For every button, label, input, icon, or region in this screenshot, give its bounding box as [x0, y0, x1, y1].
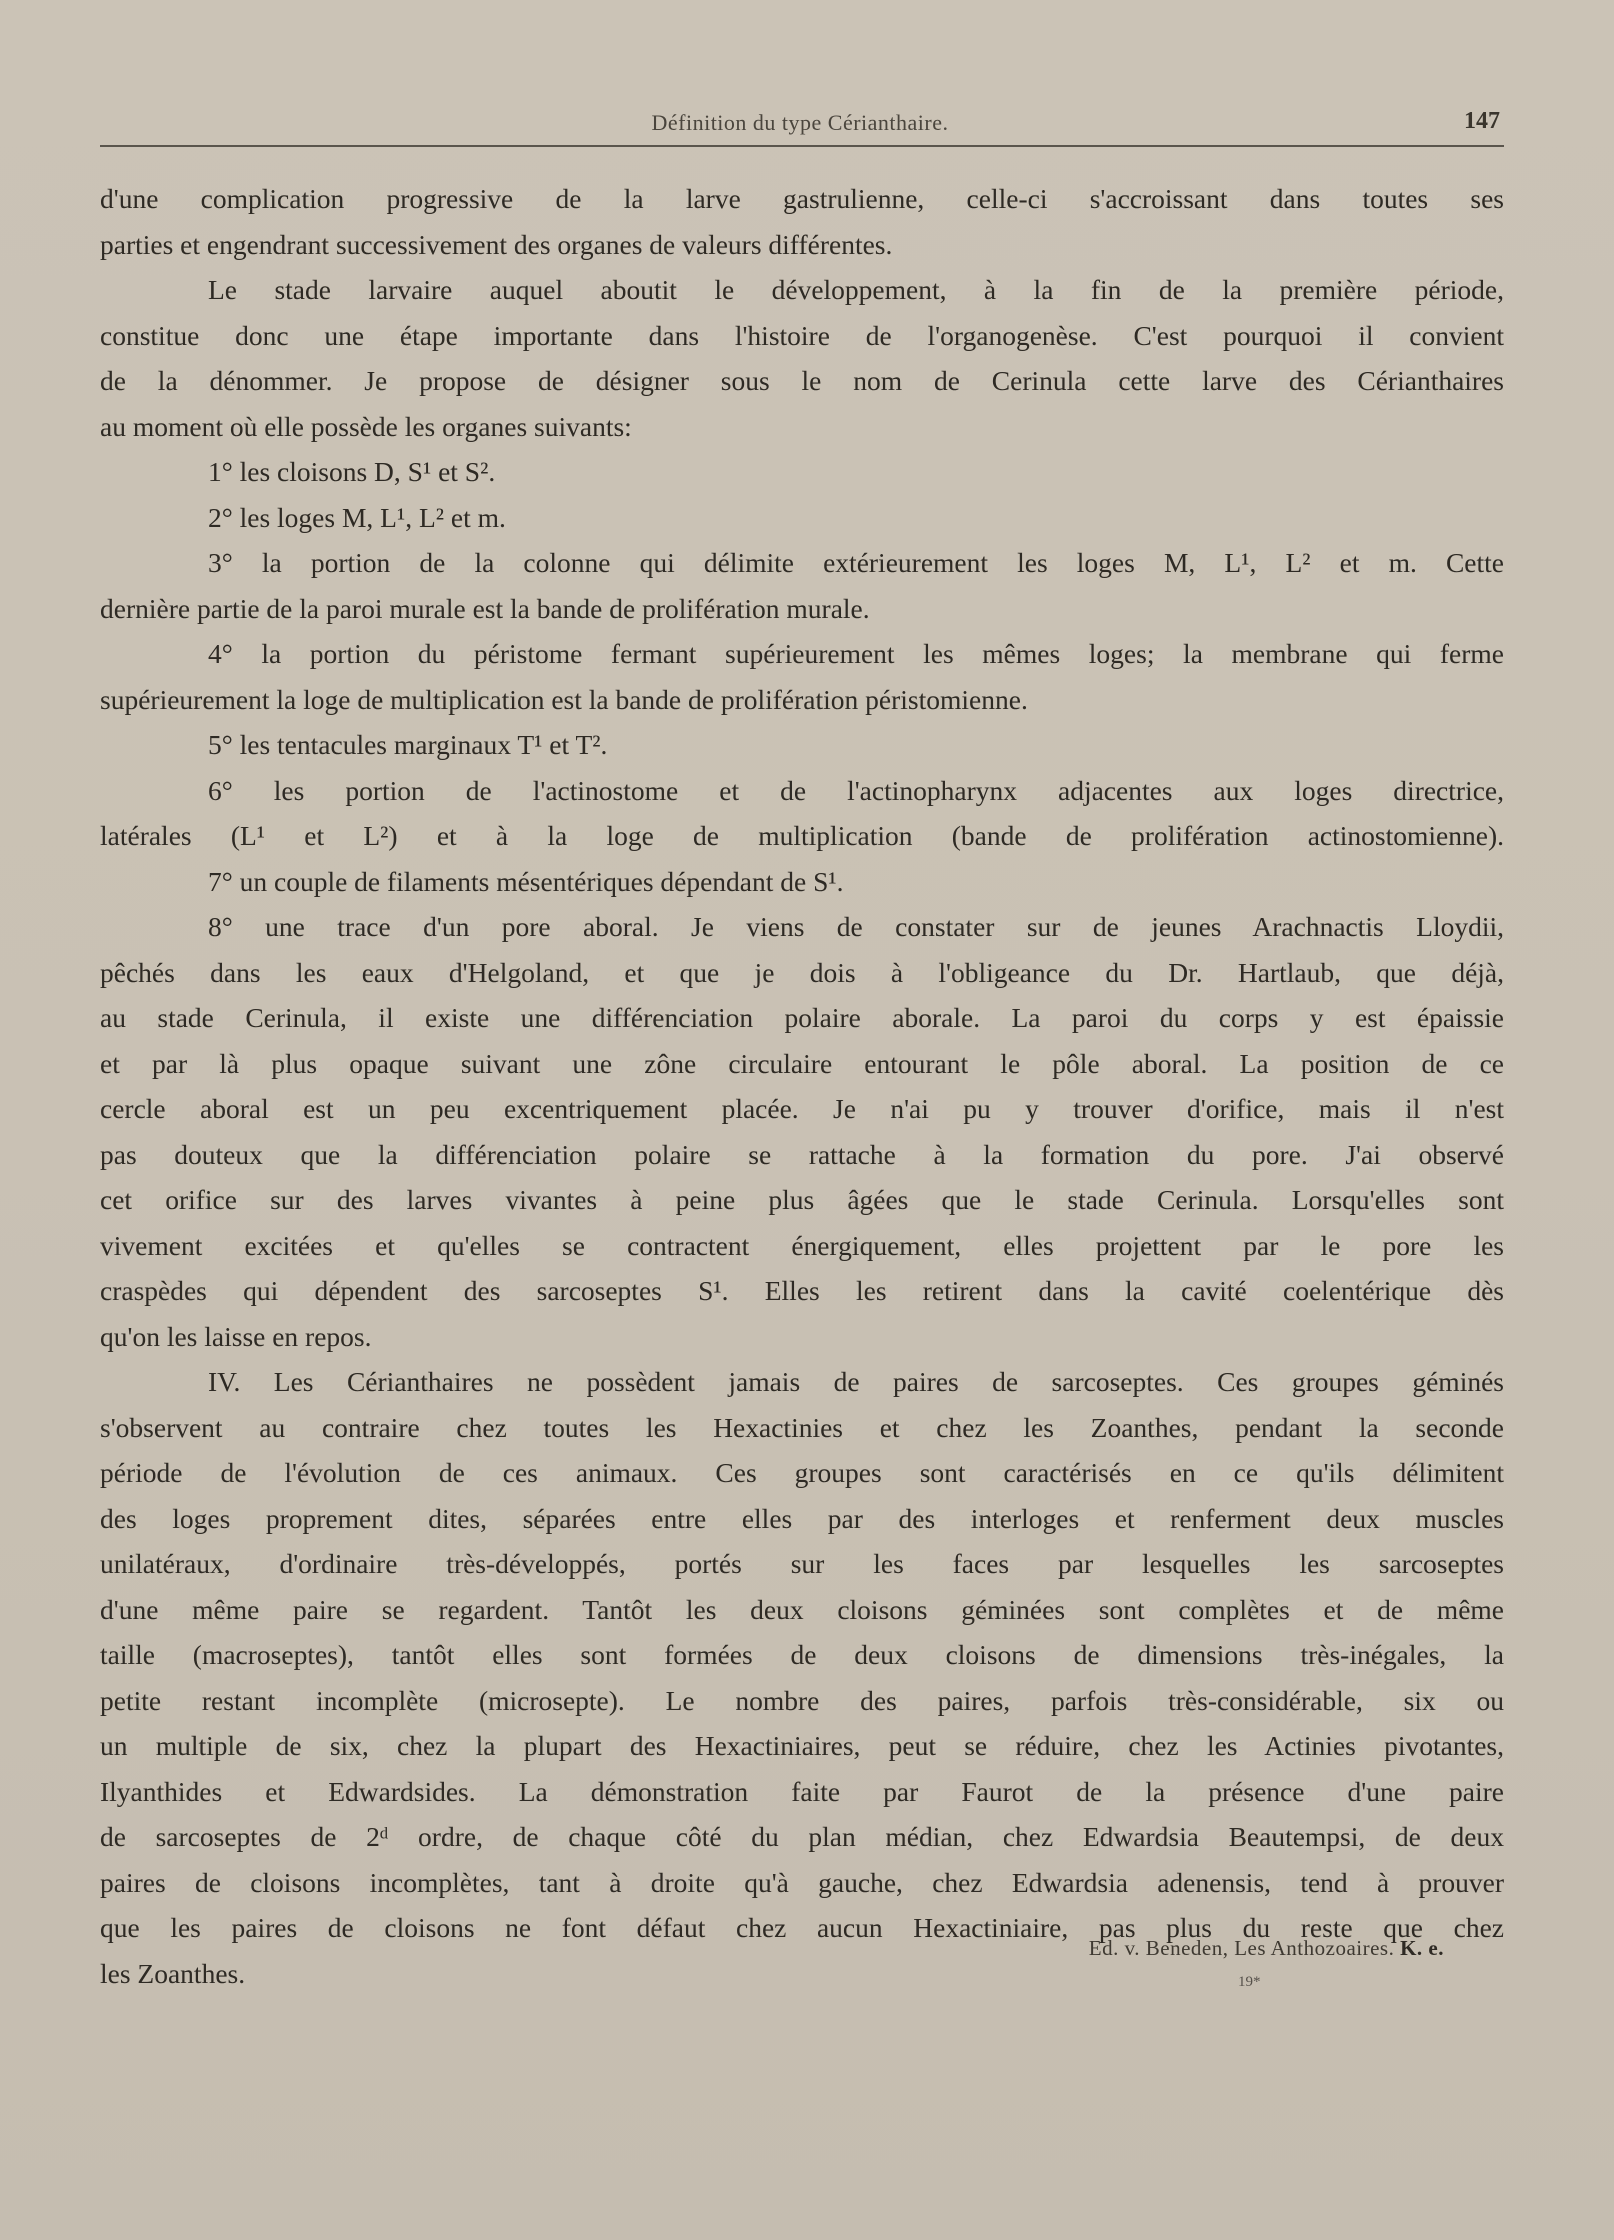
text-line: et par là plus opaque suivant une zône circulaire entourant le pôle aboral. La position de ce	[100, 1047, 1504, 1079]
text-line: qu'on les laisse en repos.	[100, 1320, 372, 1352]
text-line: des loges proprement dites, séparées entre elles par des interloges et renferment deux muscles	[100, 1502, 1504, 1534]
text-line: petite restant incomplète (microsepte). Le nombre des paires, parfois très-considérable, six ou	[100, 1684, 1504, 1716]
text-line: vivement excitées et qu'elles se contractent énergiquement, elles projettent par le pore les	[100, 1229, 1504, 1261]
text-line: cercle aboral est un peu excentriquement placée. Je n'ai pu y trouver d'orifice, mais il n'est	[100, 1093, 1504, 1124]
text-line: dernière partie de la paroi murale est la bande de prolifération murale.	[100, 592, 870, 624]
running-head	[100, 108, 1500, 142]
text-line: de la dénommer. Je propose de désigner sous le nom de Cerinula cette larve des Cérianthaires	[100, 365, 1504, 396]
text-line: période de l'évolution de ces animaux. Ces groupes sont caractérisés en ce qu'ils délimitent	[100, 1457, 1504, 1488]
printer-signature	[1089, 1936, 1444, 1961]
page-number: 147	[1464, 108, 1500, 134]
sheet-mark: 19*	[1238, 1974, 1261, 1990]
text-line: craspèdes qui dépendent des sarcoseptes S¹. Elles les retirent dans la cavité coelentérique dès	[100, 1275, 1504, 1306]
text-line: un multiple de six, chez la plupart des Hexactiniaires, peut se réduire, chez les Actinies pivotantes,	[100, 1730, 1504, 1761]
text-line: 5° les tentacules marginaux T¹ et T².	[208, 729, 608, 760]
text-line: parties et engendrant successivement des organes de valeurs différentes.	[100, 228, 893, 260]
text-line: taille (macroseptes), tantôt elles sont formées de deux cloisons de dimensions très-inégales, la	[100, 1639, 1504, 1670]
text-line: 4° la portion du péristome fermant supérieurement les mêmes loges; la membrane qui ferme	[208, 638, 1504, 669]
signature-text: Ed. v. Beneden, Les Anthozoaires.	[1088, 1936, 1395, 1960]
signature-mark: K. e.	[1400, 1936, 1444, 1960]
text-line: au moment où elle possède les organes suivants:	[100, 410, 632, 442]
text-line: cet orifice sur des larves vivantes à peine plus âgées que le stade Cerinula. Lorsqu'elles sont	[100, 1184, 1504, 1215]
text-line: 7° un couple de filaments mésentériques dépendant de S¹.	[208, 865, 844, 897]
text-line: unilatéraux, d'ordinaire très-développés, portés sur les faces par lesquelles les sarcoseptes	[100, 1548, 1504, 1579]
text-line: 1° les cloisons D, S¹ et S².	[208, 456, 496, 487]
text-line: d'une même paire se regardent. Tantôt les deux cloisons géminées sont complètes et de même	[100, 1593, 1504, 1625]
body-text	[100, 176, 1504, 1996]
text-line: Ilyanthides et Edwardsides. La démonstration faite par Faurot de la présence d'une paire	[100, 1775, 1504, 1807]
text-line: s'observent au contraire chez toutes les Hexactinies et chez les Zoanthes, pendant la seconde	[100, 1411, 1504, 1443]
text-line: 3° la portion de la colonne qui délimite extérieurement les loges M, L¹, L² et m. Cette	[208, 547, 1504, 578]
text-line: paires de cloisons incomplètes, tant à droite qu'à gauche, chez Edwardsia adenensis, tend à prouver	[100, 1866, 1504, 1898]
text-line: latérales (L¹ et L²) et à la loge de multiplication (bande de prolifération actinostomienne).	[100, 820, 1504, 851]
running-title: Définition du type Cérianthaire.	[651, 110, 949, 135]
text-line: d'une complication progressive de la larve gastrulienne, celle-ci s'accroissant dans toutes ses	[100, 183, 1504, 214]
text-line: de sarcoseptes de 2ᵈ ordre, de chaque côté du plan médian, chez Edwardsia Beautempsi, de deux	[100, 1821, 1504, 1852]
text-line: 2° les loges M, L¹, L² et m.	[208, 501, 506, 533]
text-line: que les paires de cloisons ne font défaut chez aucun Hexactiniaire, pas plus du reste que chez	[100, 1912, 1504, 1943]
text-line: 6° les portion de l'actinostome et de l'actinopharynx adjacentes aux loges directrice,	[208, 774, 1504, 806]
text-line: pêchés dans les eaux d'Helgoland, et que je dois à l'obligeance du Dr. Hartlaub, que déjà,	[100, 956, 1504, 988]
text-line: constitue donc une étape importante dans l'histoire de l'organogenèse. C'est pourquoi il convient	[100, 319, 1504, 351]
text-line: pas douteux que la différenciation polaire se rattache à la formation du pore. J'ai observé	[100, 1138, 1504, 1170]
text-line: Le stade larvaire auquel aboutit le développement, à la fin de la première période,	[208, 274, 1504, 305]
text-line: IV. Les Cérianthaires ne possèdent jamais de paires de sarcoseptes. Ces groupes géminés	[208, 1366, 1504, 1397]
text-line: les Zoanthes.	[100, 1957, 246, 1989]
text-line: supérieurement la loge de multiplication est la bande de prolifération péristomienne.	[100, 683, 1028, 715]
text-line: 8° une trace d'un pore aboral. Je viens de constater sur de jeunes Arachnactis Lloydii,	[208, 911, 1504, 942]
text-line: au stade Cerinula, il existe une différenciation polaire aborale. La paroi du corps y est épaissie	[100, 1002, 1504, 1033]
header-rule	[100, 145, 1504, 147]
